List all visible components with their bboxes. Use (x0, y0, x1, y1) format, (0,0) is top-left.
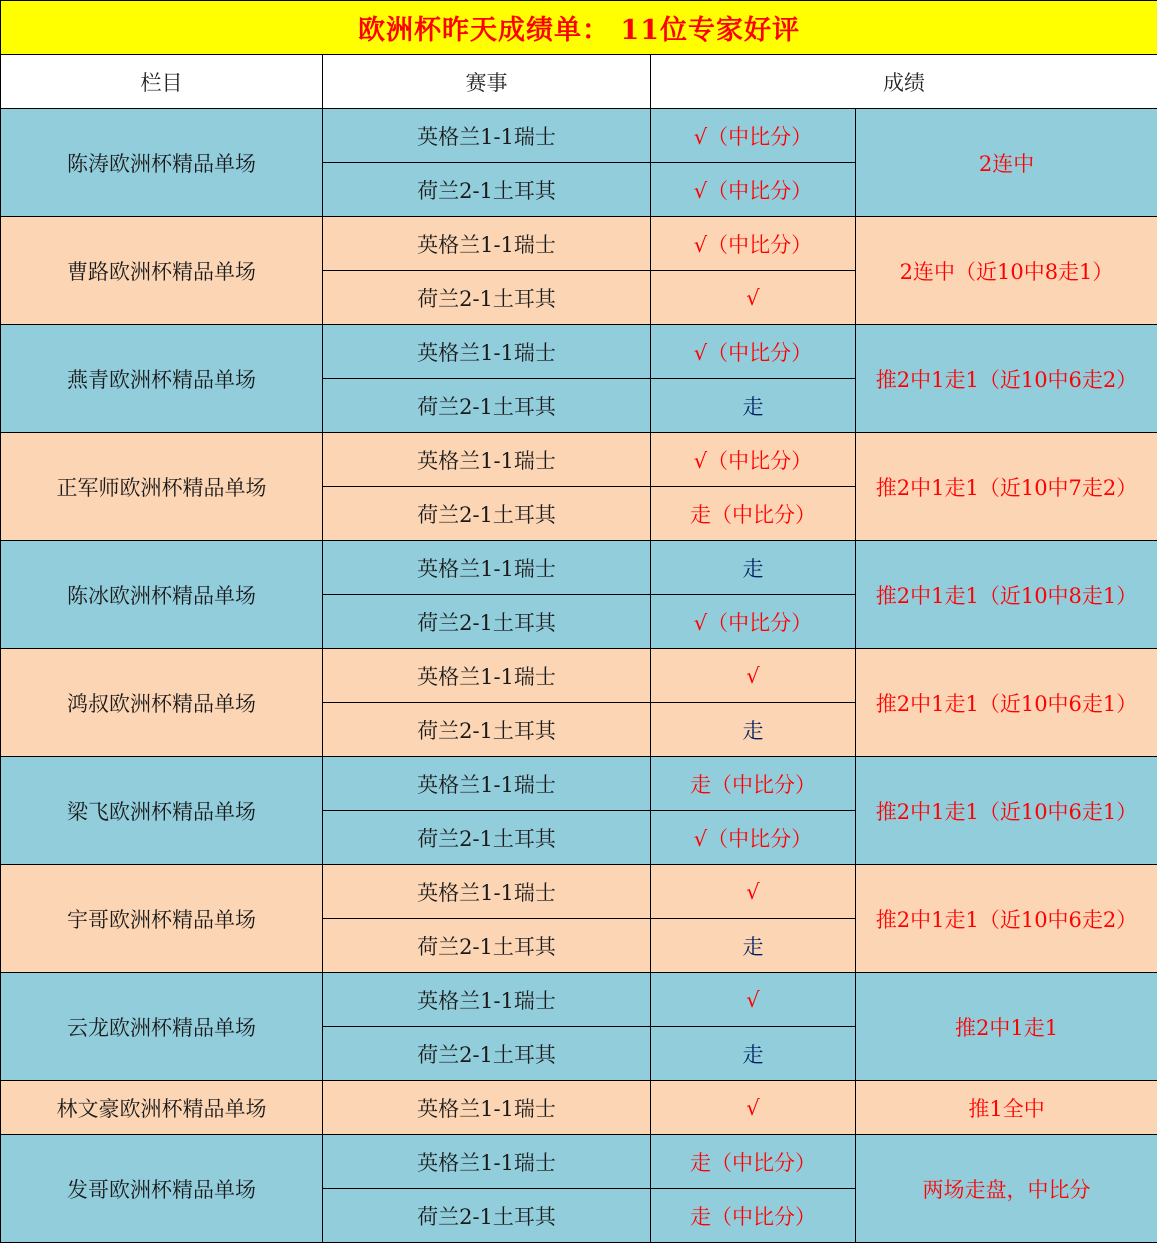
match-event: 英格兰1-1瑞士 (323, 757, 651, 811)
header-result: 成绩 (651, 55, 1157, 109)
table-row (1, 325, 1157, 379)
match-result: 走 (651, 703, 856, 757)
expert-name: 曹路欧洲杯精品单场 (1, 217, 323, 325)
table-body (1, 109, 1157, 1243)
match-event: 英格兰1-1瑞士 (323, 541, 651, 595)
expert-summary: 推2中1走1（近10中6走1） (856, 649, 1157, 757)
table-row (1, 1135, 1157, 1189)
expert-summary: 推2中1走1（近10中6走2） (856, 325, 1157, 433)
expert-name: 陈涛欧洲杯精品单场 (1, 109, 323, 217)
table-row (1, 757, 1157, 811)
match-event: 英格兰1-1瑞士 (323, 217, 651, 271)
table-row (1, 1081, 1157, 1135)
header-column: 栏目 (1, 55, 323, 109)
match-result: √ (651, 271, 856, 325)
table-row (1, 217, 1157, 271)
match-event: 英格兰1-1瑞士 (323, 865, 651, 919)
match-result: √（中比分） (651, 163, 856, 217)
page-title: 欧洲杯昨天成绩单： 11位专家好评 (1, 1, 1157, 55)
header-event: 赛事 (323, 55, 651, 109)
match-event: 英格兰1-1瑞士 (323, 1081, 651, 1135)
expert-name: 燕青欧洲杯精品单场 (1, 325, 323, 433)
match-result: √（中比分） (651, 811, 856, 865)
match-event: 英格兰1-1瑞士 (323, 649, 651, 703)
match-result: 走 (651, 919, 856, 973)
match-result: √ (651, 1081, 856, 1135)
match-result: √ (651, 865, 856, 919)
match-result: 走（中比分） (651, 757, 856, 811)
match-event: 英格兰1-1瑞士 (323, 109, 651, 163)
match-event: 英格兰1-1瑞士 (323, 433, 651, 487)
match-result: √（中比分） (651, 595, 856, 649)
match-result: √（中比分） (651, 433, 856, 487)
match-result: 走 (651, 541, 856, 595)
match-event: 荷兰2-1土耳其 (323, 703, 651, 757)
expert-name: 宇哥欧洲杯精品单场 (1, 865, 323, 973)
match-result: 走（中比分） (651, 1135, 856, 1189)
expert-name: 林文豪欧洲杯精品单场 (1, 1081, 323, 1135)
expert-summary: 推2中1走1（近10中6走1） (856, 757, 1157, 865)
expert-summary: 推2中1走1 (856, 973, 1157, 1081)
expert-summary: 2连中 (856, 109, 1157, 217)
match-event: 荷兰2-1土耳其 (323, 919, 651, 973)
match-event: 荷兰2-1土耳其 (323, 811, 651, 865)
match-event: 英格兰1-1瑞士 (323, 973, 651, 1027)
match-event: 荷兰2-1土耳其 (323, 271, 651, 325)
expert-summary: 推2中1走1（近10中6走2） (856, 865, 1157, 973)
table-row (1, 865, 1157, 919)
table-row (1, 649, 1157, 703)
match-event: 荷兰2-1土耳其 (323, 379, 651, 433)
match-event: 荷兰2-1土耳其 (323, 163, 651, 217)
expert-name: 鸿叔欧洲杯精品单场 (1, 649, 323, 757)
table-row (1, 109, 1157, 163)
match-result: √（中比分） (651, 217, 856, 271)
expert-name: 云龙欧洲杯精品单场 (1, 973, 323, 1081)
match-event: 英格兰1-1瑞士 (323, 1135, 651, 1189)
expert-summary: 推2中1走1（近10中8走1） (856, 541, 1157, 649)
expert-name: 陈冰欧洲杯精品单场 (1, 541, 323, 649)
match-result: √ (651, 649, 856, 703)
match-result: 走（中比分） (651, 487, 856, 541)
match-result: 走（中比分） (651, 1189, 856, 1243)
match-result: √（中比分） (651, 109, 856, 163)
expert-summary: 推2中1走1（近10中7走2） (856, 433, 1157, 541)
match-event: 荷兰2-1土耳其 (323, 1027, 651, 1081)
match-event: 荷兰2-1土耳其 (323, 595, 651, 649)
match-event: 荷兰2-1土耳其 (323, 487, 651, 541)
match-event: 英格兰1-1瑞士 (323, 325, 651, 379)
expert-name: 正军师欧洲杯精品单场 (1, 433, 323, 541)
expert-name: 发哥欧洲杯精品单场 (1, 1135, 323, 1243)
expert-summary: 推1全中 (856, 1081, 1157, 1135)
table-row (1, 973, 1157, 1027)
match-result: √（中比分） (651, 325, 856, 379)
table-row (1, 541, 1157, 595)
expert-name: 梁飞欧洲杯精品单场 (1, 757, 323, 865)
expert-summary: 2连中（近10中8走1） (856, 217, 1157, 325)
match-result: √ (651, 973, 856, 1027)
match-result: 走 (651, 379, 856, 433)
match-result: 走 (651, 1027, 856, 1081)
table-row (1, 433, 1157, 487)
match-event: 荷兰2-1土耳其 (323, 1189, 651, 1243)
expert-summary: 两场走盘，中比分 (856, 1135, 1157, 1243)
